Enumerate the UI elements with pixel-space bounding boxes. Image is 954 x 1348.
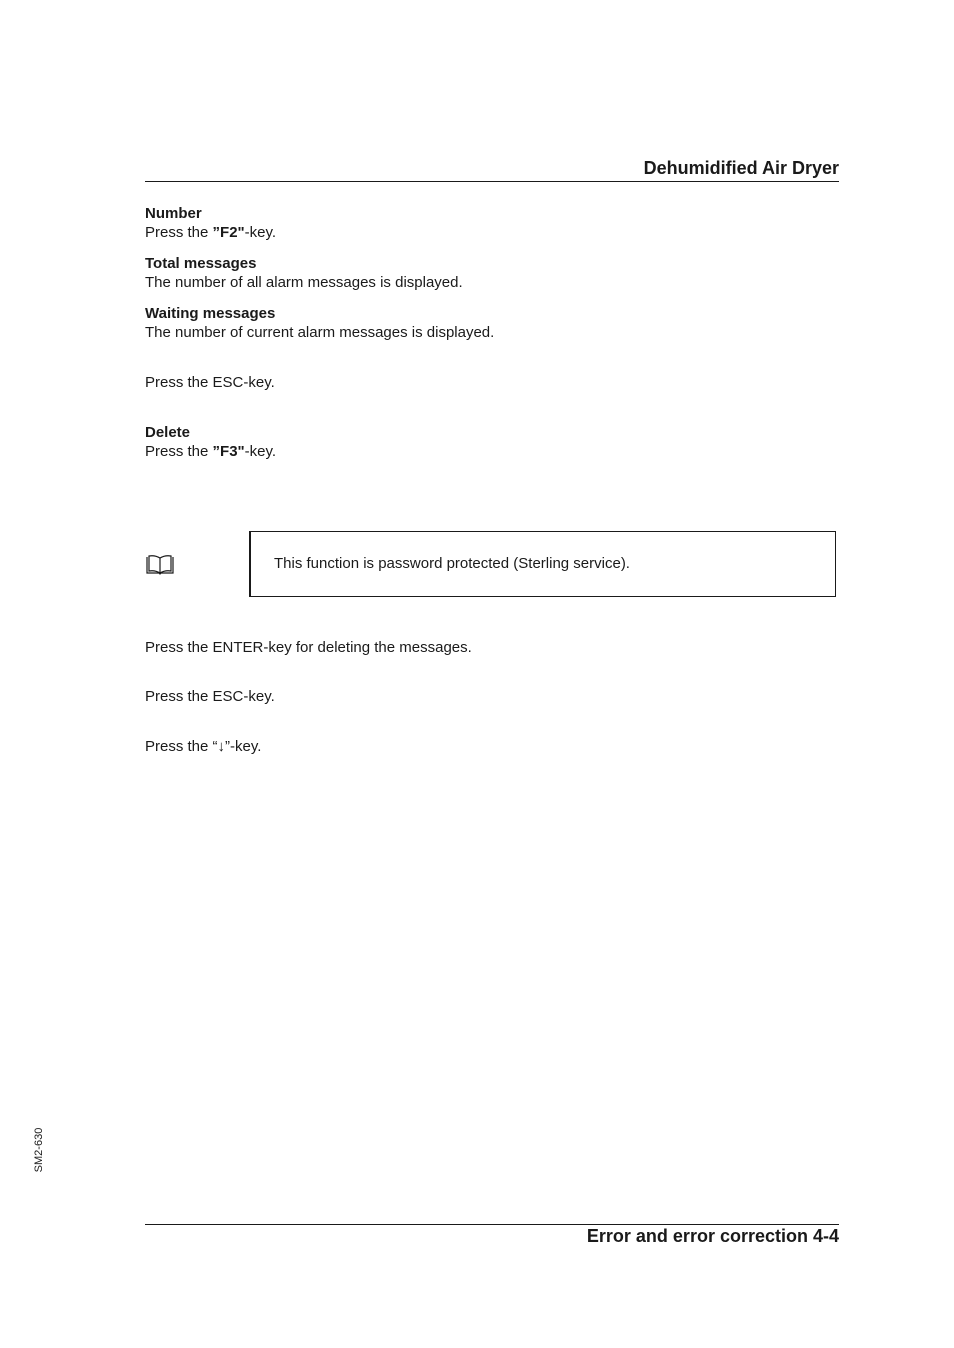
document-code: SM2-630 <box>33 1127 45 1173</box>
page-footer-title: Error and error correction 4-4 <box>586 1226 839 1246</box>
number-text-suffix: -key. <box>244 224 277 241</box>
esc-instruction-2: Press the ESC-key. <box>145 688 275 705</box>
delete-text-suffix: -key. <box>244 443 277 460</box>
section-total-text: The number of all alarm messages is displayed. <box>145 274 463 291</box>
section-number-text <box>145 223 276 242</box>
f2-key-label: ”F2" <box>212 224 245 241</box>
section-waiting-text: The number of current alarm messages is displayed. <box>145 324 495 341</box>
delete-text-prefix: Press the <box>145 443 213 460</box>
section-waiting-heading: Waiting messages <box>145 305 276 322</box>
section-delete-text <box>145 442 276 461</box>
section-number-heading: Number <box>145 205 202 222</box>
section-delete-heading: Delete <box>145 424 191 441</box>
enter-instruction: Press the ENTER-key for deleting the messages. <box>145 639 472 656</box>
footer-rule <box>145 1224 839 1225</box>
section-total-heading: Total messages <box>145 255 257 272</box>
header-rule <box>145 181 839 182</box>
esc-instruction-1: Press the ESC-key. <box>145 374 275 391</box>
number-text-prefix: Press the <box>145 224 213 241</box>
page-header-title: Dehumidified Air Dryer <box>643 158 839 178</box>
note-box <box>249 531 836 597</box>
f3-key-label: ”F3" <box>212 443 245 460</box>
down-key-instruction: Press the “↓”-key. <box>145 738 262 755</box>
book-icon <box>146 555 174 575</box>
note-text: This function is password protected (Sterling service). <box>274 555 630 572</box>
